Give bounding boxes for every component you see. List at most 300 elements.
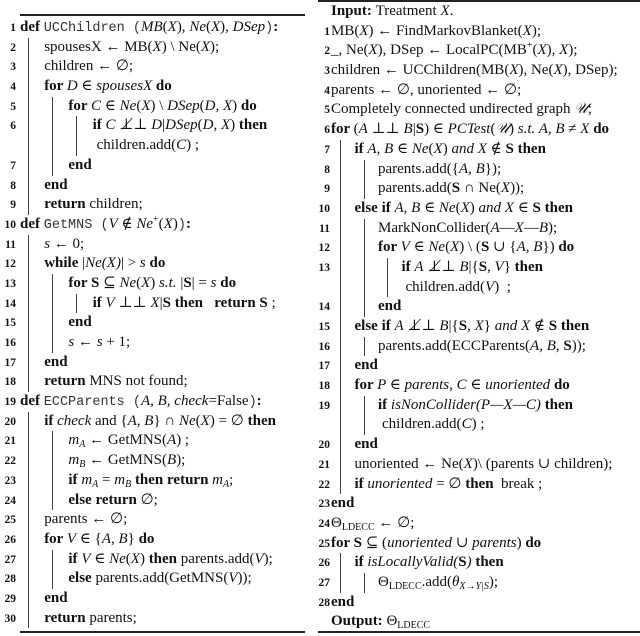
code-token: m [81,471,93,488]
code-line-17 [316,356,640,376]
code-token: ); [548,219,558,236]
code-token: Θ [378,573,389,590]
code-token: for [68,97,92,114]
code-token: ) [172,215,178,232]
code-token: ( [136,97,142,114]
code-token: ) [232,97,241,114]
code-token: + [153,213,159,225]
block-indent-bar [52,136,53,156]
code-text [331,593,354,613]
code-token: ECCParents ( [43,395,141,411]
code-token: ( [490,121,496,138]
code-token: then return [170,294,260,311]
code-text [44,176,67,196]
code-token: — [523,219,539,236]
block-indent-bar [340,337,341,357]
code-token: ; [267,294,276,311]
code-token: | [176,274,184,291]
block-indent-bar [28,451,29,471]
code-token: X [500,180,511,197]
block-indent-bar [364,573,365,593]
code-token: ≠ [564,121,581,138]
block-indent-bar [364,258,365,278]
line-number: 7 [10,159,16,172]
code-text [44,609,137,629]
code-token: ); [488,573,498,590]
code-text [93,116,268,136]
code-token: m [114,471,126,488]
code-token: =False [208,393,249,410]
block-indent-bar [28,313,29,333]
code-token: X [509,62,519,79]
code-text [402,258,544,278]
code-token: ; [229,471,234,488]
block-indent-bar [340,455,341,475]
block-indent-bar [364,415,365,435]
code-token: )); [571,337,586,354]
code-token: def [20,215,44,232]
code-token: ) [150,274,160,291]
code-token: UCChildren ( [43,21,141,36]
code-token: ∈ { [76,530,102,547]
line-number: 21 [318,458,330,471]
code-token: LDECC [397,620,431,632]
block-indent-bar [340,140,341,160]
block-indent-bar [340,278,341,298]
line-number: 15 [4,317,16,330]
code-text [355,140,546,160]
code-token: ; [587,101,592,118]
code-token: then [238,117,268,134]
code-token: end [378,298,402,315]
code-token: X [463,455,473,472]
line-number: 20 [318,439,330,452]
code-token: Ne [189,19,206,35]
code-token: A, B [458,160,485,177]
code-token: children.add( [382,416,462,433]
block-indent-bar [28,372,29,392]
code-token: C [461,416,472,433]
code-token: _, Ne( [331,42,369,59]
code-line-24 [316,514,640,534]
code-token: ⊥̸⊥ [403,318,440,334]
code-line-28 [316,593,640,613]
block-indent-bar [340,435,341,455]
code-token: m [68,432,80,449]
code-token: )); [237,570,252,587]
code-line-continuation [316,415,640,435]
code-line-29 [0,589,310,609]
code-token: . [449,3,454,19]
code-token: B [538,219,548,236]
code-token: Treatment [375,3,441,19]
code-line-10 [0,215,310,235]
code-token: else if [354,199,395,216]
code-token: parents.add(GetMNS( [95,570,229,587]
code-token: ) [230,117,239,134]
code-token: S then [505,140,546,157]
block-indent-bar [28,57,29,77]
code-line-19 [316,396,640,416]
code-text [68,491,157,511]
code-token: end [44,176,68,193]
code-token: ) \ ( [459,239,481,256]
block-indent-bar [76,294,77,314]
block-indent-bar [28,589,29,609]
code-token: parents ← ∅, unoriented ← ∅; [331,81,522,98]
code-token: end [354,357,378,374]
code-text [44,372,187,392]
code-text [378,297,401,317]
code-line-13 [316,258,640,278]
code-token: s [96,334,103,350]
code-token: V [400,239,410,256]
code-token: S [563,337,572,354]
code-token: else return [68,491,141,508]
code-token: X [514,219,524,236]
line-number: 21 [4,435,16,448]
code-line-21 [316,455,640,475]
block-indent-bar [364,179,365,199]
line-number: 16 [318,340,330,353]
code-token: X [163,215,173,232]
code-line-11 [0,235,310,255]
code-token: children ← ∅; [44,58,134,75]
code-token: ← [74,334,97,350]
code-token: D, X [202,117,231,134]
block-indent-bar [28,353,29,373]
code-token: }) [542,239,559,256]
code-token: ( [532,42,538,59]
code-token: if [354,475,368,492]
code-token: S [259,294,268,311]
code-line-continuation [0,136,310,156]
code-token: : [256,393,262,410]
code-text [68,431,189,451]
code-token: C [176,137,187,154]
code-token: } [503,258,515,275]
code-token: ) ← FindMarkovBlanket( [368,22,523,39]
code-text [331,41,578,61]
code-token: m [68,452,80,469]
code-text [44,235,84,255]
code-token: , [467,318,475,334]
code-token: V [254,550,264,567]
code-text [406,278,511,298]
code-line-17 [0,353,310,373]
code-line-11 [316,219,640,239]
code-token: ) = ∅ [209,412,248,429]
code-line-18 [0,372,310,392]
algorithm-ldecc-main [316,0,640,636]
code-token: ( [195,412,201,429]
code-token: — [499,219,515,236]
code-token: ); [568,42,578,59]
code-token: ), DSep); [562,62,618,79]
code-text [331,534,541,554]
code-token: D, X [204,97,233,114]
block-indent-bar [28,510,29,530]
code-token: children.add( [405,278,486,295]
code-token: | [82,255,86,272]
code-token: B [439,318,449,334]
block-indent-bar [28,333,29,353]
code-token: parents ← ∅; [44,511,128,528]
code-token: ); [176,452,186,469]
code-token: ); [263,550,273,567]
code-token: if [68,550,82,567]
code-text [68,471,233,491]
code-token: A, B [367,140,394,157]
block-indent-bar [28,609,29,629]
code-token: Ne [411,140,429,157]
code-token: A, B [127,412,154,429]
code-token: then [514,258,543,275]
line-number: 3 [10,61,16,74]
code-token: D [66,78,78,95]
code-line-22 [316,475,640,495]
code-text [68,313,91,333]
code-token: A [490,219,500,236]
code-line-3 [316,61,640,81]
code-text [355,376,570,396]
code-token: ← GetMNS( [85,432,168,449]
code-token: D [151,117,163,134]
code-line-19 [0,392,310,412]
block-indent-bar [340,573,341,593]
block-indent-bar [28,195,29,215]
top-rule [20,14,305,16]
code-token: S [415,121,425,138]
code-line-8 [316,160,640,180]
code-token: A [167,432,177,449]
code-token: ( [136,274,142,291]
code-token: unoriented ← Ne( [354,455,464,472]
code-token: MNS not found; [89,373,188,390]
block-indent-bar [28,491,29,511]
code-token: if [378,396,391,413]
block-indent-bar [28,530,29,550]
line-number: 14 [318,301,330,314]
code-token: Ne [119,274,137,291]
code-token: A, B [530,337,556,354]
block-indent-bar [52,116,53,136]
code-token: unoriented [367,475,433,492]
code-line-21 [0,431,310,451]
code-line-24 [0,491,310,511]
line-number: 25 [318,537,330,550]
code-token: ) ; [471,416,485,433]
code-token: s [68,334,75,350]
code-token: θ [452,573,460,590]
code-token: ( [162,19,168,35]
code-token: if [401,258,415,275]
code-token: if [354,140,368,157]
code-token: V [485,278,495,295]
line-number: 5 [324,104,330,117]
line-number: 18 [318,380,330,393]
code-line-7 [316,140,640,160]
code-text [44,38,219,58]
code-token: s.t. [159,274,177,291]
code-token: + [526,40,533,52]
code-token: A [358,121,368,138]
line-number: 16 [4,337,16,349]
code-token: X [200,412,210,429]
line-number: 10 [4,218,16,231]
line-number: 22 [318,478,330,491]
line-number: 13 [318,261,330,274]
code-token: do [138,530,155,547]
code-text [44,510,127,530]
code-line-15 [316,317,640,337]
code-token: DSep [232,19,266,35]
code-text [355,435,378,455]
code-token: isNonCollider(P—X—C) [390,396,541,413]
code-text [44,530,154,550]
block-indent-bar [52,274,53,294]
code-text [378,396,573,416]
line-number: 26 [4,533,16,546]
block-indent-bar [340,297,341,317]
block-indent-bar [28,136,29,156]
block-indent-bar [28,97,29,117]
block-indent-bar [28,471,29,491]
code-text [68,97,256,117]
block-indent-bar [52,333,53,353]
code-token: A, B [516,239,543,256]
code-token: Ne(X) [85,255,121,272]
code-token: S [353,534,362,551]
code-line-27 [0,550,310,570]
block-indent-bar [28,235,29,255]
code-token: ( [353,121,359,138]
block-indent-bar [340,475,341,495]
code-token: end [331,593,355,610]
code-line-16 [0,333,310,353]
code-token: parents [472,534,517,551]
code-token: X [152,38,162,55]
code-token: ), Ne( [518,62,554,79]
block-indent-bar [52,569,53,589]
line-number: 15 [318,321,330,333]
code-token: X [368,42,378,59]
code-token: ⊆ [99,274,120,291]
code-token: ) [442,140,452,157]
code-text [355,199,573,219]
block-indent-bar [364,160,365,180]
code-token: B [125,478,132,490]
code-token: X [553,62,563,79]
code-token: X [130,550,140,567]
code-text [378,219,557,239]
code-token: and X [494,318,531,334]
code-token: } [127,530,139,547]
code-token: ) [177,217,186,233]
block-indent-bar [28,77,29,97]
line-number: 17 [4,356,16,369]
code-token: parents.add( [180,550,255,567]
block-indent-bar [364,396,365,416]
code-line-26 [0,530,310,550]
code-token: children; [89,196,143,213]
block-indent-bar [28,156,29,176]
code-token: A, B, check [140,393,209,410]
code-token: ∅; [140,491,158,508]
code-line-20 [316,435,640,455]
line-number: 3 [324,65,330,78]
code-token: ) [508,121,518,138]
code-token: ( [428,140,434,157]
code-token: ← 0; [50,235,85,252]
code-token: Ne [428,239,446,256]
block-indent-bar [340,258,341,278]
code-token: X [150,294,160,311]
block-indent-bar [387,278,388,298]
code-line-9 [0,195,310,215]
code-token: | [159,294,163,311]
code-token: LDECC [341,521,375,533]
code-text [355,475,543,495]
block-indent-bar [340,356,341,376]
code-token: do [145,255,166,272]
code-token: X [522,22,532,39]
block-indent-bar [52,451,53,471]
block-indent-bar [340,396,341,416]
code-token: ) ; [186,137,200,154]
code-token: .add( [421,573,453,590]
code-token: , [487,258,495,275]
code-token: end [331,495,355,512]
code-token: ), DSep ← LocalPC(MB [377,42,527,59]
block-indent-bar [52,294,53,314]
block-indent-bar [52,471,53,491]
line-number: 4 [10,81,16,94]
block-indent-bar [364,278,365,298]
code-token: ( [197,117,203,134]
code-token: ); [531,22,542,39]
block-indent-bar [340,415,341,435]
block-indent-bar [52,313,53,333]
code-token: | [412,121,416,138]
code-token: ( [205,19,211,35]
code-line-10 [316,199,640,219]
code-token: B [167,452,177,469]
block-indent-bar [28,412,29,432]
line-number: 12 [4,258,16,271]
code-token: do [525,534,542,551]
code-line-5 [316,100,640,120]
line-number: 30 [4,612,16,625]
code-token: Completely connected undirected graph [331,101,575,118]
code-token: X [141,274,151,291]
code-token: Output: [331,613,387,630]
code-line-6 [0,116,310,136]
code-text [44,412,276,432]
block-indent-bar [364,337,365,357]
code-token: spousesX ← MB( [44,38,153,55]
code-token: X [167,19,177,35]
block-indent-bar [340,179,341,199]
code-token: do [216,274,237,291]
code-token: ) ; [494,278,511,295]
code-token: def [20,19,44,35]
code-token: isLocallyValid( [367,554,459,571]
code-text [331,494,354,514]
line-number: 1 [324,25,330,38]
code-token: for [331,534,354,551]
code-token: ( [158,215,164,232]
